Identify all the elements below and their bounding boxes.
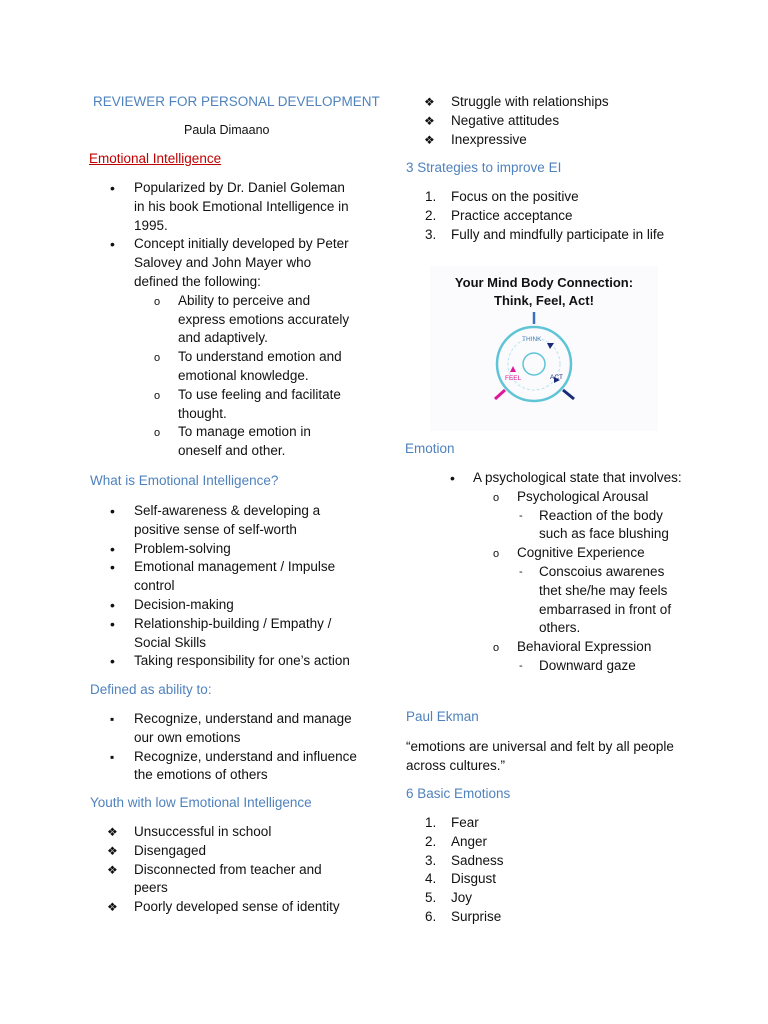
list-item-text: Emotional management / Impulse control: [134, 559, 336, 594]
numbered-item-text: Focus on the positive: [451, 189, 579, 204]
item-number: 6.: [425, 908, 437, 924]
list-item-text: Recognize, understand and manage our own emotions: [134, 711, 352, 745]
section-heading-youth: Youth with low Emotional Intelligence: [90, 795, 312, 810]
figure-title-line1: Your Mind Body Connection:: [454, 275, 634, 290]
list-item-text: Taking responsibility for one’s action: [134, 653, 350, 669]
list-item-text: Decision-making: [134, 596, 234, 612]
list-item-text: Relationship-building / Empathy / Social Skills: [134, 615, 332, 650]
item-number: 2.: [425, 207, 437, 223]
list-item: [88, 652, 358, 671]
numbered-item-text: Disgust: [451, 871, 497, 887]
list-item: [88, 540, 358, 559]
defined-list-block: [88, 710, 370, 785]
detail-item: [517, 657, 682, 676]
numbered-item-text: Anger: [451, 833, 488, 849]
sub-list-item: [471, 544, 681, 638]
numbered-item-text: Practice acceptance: [451, 207, 573, 223]
list-item: [405, 112, 695, 131]
list-item: [88, 748, 363, 786]
list-item: [88, 710, 363, 748]
cycle-diagram: [430, 266, 658, 431]
detail-item: [517, 563, 677, 638]
numbered-item: [405, 889, 655, 908]
list-item: [88, 861, 358, 899]
list-item-text: Recognize, understand and influence the emotions of others: [134, 748, 357, 783]
sub-list-item-text: Ability to perceive and express emotions accurately and adaptively.: [178, 292, 350, 346]
cycle-arrow-ring: [508, 338, 560, 390]
feel-pointer: [495, 390, 505, 399]
numbered-item: [405, 226, 705, 245]
list-item-text: Self-awareness & developing a positive sense of self-worth: [134, 503, 321, 537]
list-item-text: Inexpressive: [451, 131, 527, 147]
list-item-text: Unsuccessful in school: [134, 824, 272, 839]
numbered-item: [405, 852, 655, 871]
strategies-list-block: [405, 188, 695, 244]
list-item-text: Popularized by Dr. Daniel Goleman in his book Emotional Intelligence in 1995.: [134, 180, 349, 233]
sub-list-item: [132, 348, 358, 386]
sub-list-item-text: To use feeling and facilitate thought.: [178, 386, 341, 421]
list-item: [88, 502, 358, 540]
list-item-text: Negative attitudes: [451, 112, 560, 128]
list-item: [88, 235, 358, 461]
numbered-item: [405, 188, 705, 207]
section-heading-what-is-ei: What is Emotional Intelligence?: [90, 473, 279, 488]
numbered-item-text: Joy: [451, 890, 473, 906]
sub-list-item-text: Cognitive Experience: [517, 545, 645, 561]
sub-list-item: [471, 488, 681, 544]
sub-list-item: [132, 423, 358, 461]
what-is-list-block: [88, 502, 370, 671]
sub-list-item-text: Psychological Arousal: [517, 488, 649, 504]
item-number: 1.: [425, 815, 437, 830]
item-number: 1.: [425, 189, 437, 204]
item-number: 4.: [425, 871, 437, 887]
ei-list-block: [88, 179, 370, 461]
list-item: [88, 615, 358, 653]
list-item-text: Concept initially developed by Peter Salovey and John Mayer who defined the following:: [134, 236, 349, 289]
basic-emotions-list: [405, 814, 695, 927]
list-item-text: Disengaged: [134, 842, 207, 858]
list-item-text: Poorly developed sense of identity: [134, 899, 340, 915]
list-item: [88, 596, 358, 615]
list-item-text: Struggle with relationships: [451, 94, 609, 109]
item-number: 2.: [425, 833, 437, 849]
list-item: [88, 898, 358, 917]
list-item-text: Problem-solving: [134, 540, 231, 556]
numbered-item: [405, 908, 655, 927]
sub-list-item-text: To manage emotion in oneself and other.: [178, 424, 311, 459]
act-label: ACT: [550, 374, 563, 381]
numbered-item: [405, 207, 705, 226]
youth-list-continued: [405, 93, 695, 149]
list-item: [405, 93, 695, 112]
feel-arrow-icon: [510, 366, 516, 372]
inner-circle: [523, 353, 545, 375]
author-name: Paula Dimaano: [184, 123, 270, 137]
list-item-text: A psychological state that involves:: [473, 470, 682, 485]
ekman-quote: “emotions are universal and felt by all people across cultures.”: [406, 739, 674, 773]
numbered-item-text: Fear: [451, 815, 479, 830]
sub-list-item: [132, 292, 358, 348]
detail-item: [517, 507, 682, 545]
list-item: [88, 842, 358, 861]
section-heading-emotion: Emotion: [405, 441, 455, 456]
section-heading-defined-as: Defined as ability to:: [90, 682, 212, 697]
list-item: [88, 179, 358, 235]
detail-item-text: Reaction of the body such as face blushing: [539, 507, 669, 542]
list-item: [405, 131, 695, 150]
item-number: 5.: [425, 890, 437, 906]
page-title: REVIEWER FOR PERSONAL DEVELOPMENT: [93, 94, 380, 109]
think-label: THINK: [522, 336, 542, 343]
sub-list-item-text: To understand emotion and emotional knowledge.: [178, 349, 342, 383]
section-heading-strategies: 3 Strategies to improve EI: [406, 160, 562, 175]
numbered-item-text: Surprise: [451, 908, 502, 924]
detail-item-text: Conscoius awarenes thet she/he may feels embarrased in front of others.: [539, 563, 672, 636]
detail-item-text: Downward gaze: [539, 657, 636, 673]
figure-title-line2: Think, Feel, Act!: [494, 293, 594, 308]
section-heading-paul-ekman: Paul Ekman: [406, 709, 479, 724]
sub-list-item-text: Behavioral Expression: [517, 639, 652, 655]
sub-list-item: [132, 386, 358, 424]
numbered-item-text: Fully and mindfully participate in life: [451, 226, 665, 242]
list-item-text: Disconnected from teacher and peers: [134, 861, 322, 896]
numbered-item: [405, 833, 655, 852]
numbered-item: [405, 870, 655, 889]
section-heading-basic-emotions: 6 Basic Emotions: [406, 786, 511, 801]
youth-list-block: [88, 823, 370, 917]
sub-list-item: [471, 638, 681, 676]
emotion-list-block: [428, 469, 698, 676]
list-item: [88, 823, 358, 842]
act-pointer: [563, 390, 574, 399]
item-number: 3.: [425, 226, 437, 242]
section-heading-emotional-intelligence: Emotional Intelligence: [89, 151, 222, 166]
list-item: [428, 469, 698, 676]
mind-body-connection-figure: [430, 266, 658, 431]
numbered-item-text: Sadness: [451, 852, 504, 868]
feel-label: FEEL: [505, 375, 522, 382]
list-item: [88, 558, 358, 596]
item-number: 3.: [425, 852, 437, 868]
numbered-item: [405, 814, 655, 833]
